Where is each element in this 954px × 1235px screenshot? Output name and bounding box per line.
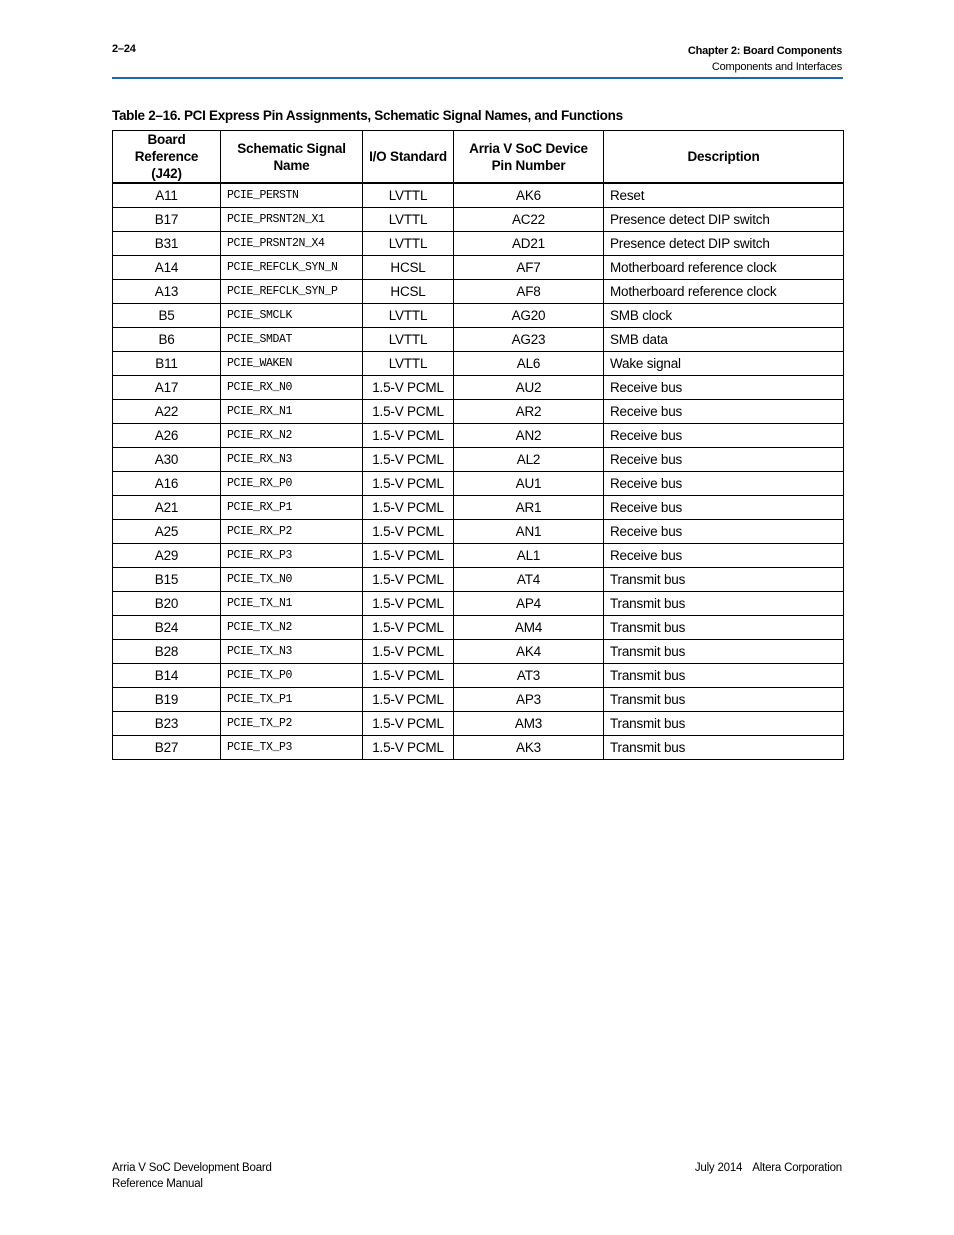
io-standard-cell: 1.5-V PCML <box>363 544 454 568</box>
description-cell: Transmit bus <box>604 688 844 712</box>
table-row <box>113 616 844 640</box>
io-standard-cell: 1.5-V PCML <box>363 400 454 424</box>
column-header-device-pin: Arria V SoC Device Pin Number <box>454 131 604 184</box>
signal-name-cell: PCIE_WAKEN <box>221 352 363 376</box>
signal-name-cell: PCIE_REFCLK_SYN_N <box>221 256 363 280</box>
table-row <box>113 183 844 208</box>
signal-name-cell: PCIE_TX_N1 <box>221 592 363 616</box>
board-reference-cell: B28 <box>113 640 221 664</box>
device-pin-cell: AF7 <box>454 256 604 280</box>
signal-name-cell: PCIE_TX_N2 <box>221 616 363 640</box>
description-cell: Presence detect DIP switch <box>604 232 844 256</box>
table-row <box>113 328 844 352</box>
device-pin-cell: AF8 <box>454 280 604 304</box>
device-pin-cell: AG20 <box>454 304 604 328</box>
signal-name-cell: PCIE_TX_P1 <box>221 688 363 712</box>
description-cell: Receive bus <box>604 520 844 544</box>
description-cell: Transmit bus <box>604 592 844 616</box>
description-cell: Receive bus <box>604 496 844 520</box>
description-cell: Transmit bus <box>604 736 844 760</box>
table-row <box>113 520 844 544</box>
io-standard-cell: 1.5-V PCML <box>363 520 454 544</box>
device-pin-cell: AU1 <box>454 472 604 496</box>
signal-name-cell: PCIE_RX_N0 <box>221 376 363 400</box>
table-row <box>113 208 844 232</box>
signal-name-cell: PCIE_RX_P0 <box>221 472 363 496</box>
board-reference-cell: B5 <box>113 304 221 328</box>
signal-name-cell: PCIE_SMDAT <box>221 328 363 352</box>
signal-name-cell: PCIE_RX_P3 <box>221 544 363 568</box>
signal-name-cell: PCIE_TX_N3 <box>221 640 363 664</box>
board-reference-cell: A16 <box>113 472 221 496</box>
io-standard-cell: LVTTL <box>363 208 454 232</box>
io-standard-cell: 1.5-V PCML <box>363 472 454 496</box>
table-row <box>113 424 844 448</box>
device-pin-cell: AG23 <box>454 328 604 352</box>
io-standard-cell: LVTTL <box>363 304 454 328</box>
table-row <box>113 304 844 328</box>
board-reference-cell: A11 <box>113 183 221 208</box>
device-pin-cell: AN2 <box>454 424 604 448</box>
table-row <box>113 544 844 568</box>
io-standard-cell: 1.5-V PCML <box>363 424 454 448</box>
description-cell: Motherboard reference clock <box>604 280 844 304</box>
device-pin-cell: AK3 <box>454 736 604 760</box>
device-pin-cell: AK4 <box>454 640 604 664</box>
table-row <box>113 376 844 400</box>
signal-name-cell: PCIE_TX_P3 <box>221 736 363 760</box>
description-cell: Receive bus <box>604 472 844 496</box>
board-reference-cell: B20 <box>113 592 221 616</box>
device-pin-cell: AM4 <box>454 616 604 640</box>
board-reference-cell: A26 <box>113 424 221 448</box>
table-row <box>113 688 844 712</box>
io-standard-cell: 1.5-V PCML <box>363 376 454 400</box>
io-standard-cell: HCSL <box>363 256 454 280</box>
device-pin-cell: AN1 <box>454 520 604 544</box>
board-reference-cell: B23 <box>113 712 221 736</box>
signal-name-cell: PCIE_TX_P2 <box>221 712 363 736</box>
description-cell: Transmit bus <box>604 616 844 640</box>
signal-name-cell: PCIE_SMCLK <box>221 304 363 328</box>
section-title: Components and Interfaces <box>711 61 842 73</box>
signal-name-cell: PCIE_TX_P0 <box>221 664 363 688</box>
board-reference-cell: A21 <box>113 496 221 520</box>
signal-name-cell: PCIE_RX_N2 <box>221 424 363 448</box>
io-standard-cell: 1.5-V PCML <box>363 712 454 736</box>
description-cell: SMB data <box>604 328 844 352</box>
device-pin-cell: AL2 <box>454 448 604 472</box>
description-cell: Receive bus <box>604 400 844 424</box>
table-row <box>113 400 844 424</box>
device-pin-cell: AD21 <box>454 232 604 256</box>
device-pin-cell: AL1 <box>454 544 604 568</box>
column-header-io-standard: I/O Standard <box>363 131 454 184</box>
io-standard-cell: LVTTL <box>363 183 454 208</box>
device-pin-cell: AP3 <box>454 688 604 712</box>
signal-name-cell: PCIE_PERSTN <box>221 183 363 208</box>
table-caption: Table 2–16. PCI Express Pin Assignments, Schematic Signal Names, and Functions <box>112 108 623 123</box>
io-standard-cell: 1.5-V PCML <box>363 640 454 664</box>
description-cell: Wake signal <box>604 352 844 376</box>
io-standard-cell: 1.5-V PCML <box>363 568 454 592</box>
device-pin-cell: AR1 <box>454 496 604 520</box>
description-cell: Receive bus <box>604 448 844 472</box>
device-pin-cell: AL6 <box>454 352 604 376</box>
device-pin-cell: AM3 <box>454 712 604 736</box>
board-reference-cell: A17 <box>113 376 221 400</box>
running-header <box>688 43 842 75</box>
table-row <box>113 736 844 760</box>
board-reference-cell: A22 <box>113 400 221 424</box>
signal-name-cell: PCIE_PRSNT2N_X1 <box>221 208 363 232</box>
description-cell: Motherboard reference clock <box>604 256 844 280</box>
board-reference-cell: B15 <box>113 568 221 592</box>
table-row <box>113 232 844 256</box>
device-pin-cell: AP4 <box>454 592 604 616</box>
description-cell: Transmit bus <box>604 664 844 688</box>
pin-assignment-table <box>112 130 844 760</box>
description-cell: Presence detect DIP switch <box>604 208 844 232</box>
description-cell: Receive bus <box>604 424 844 448</box>
board-reference-cell: B6 <box>113 328 221 352</box>
board-reference-cell: A25 <box>113 520 221 544</box>
signal-name-cell: PCIE_RX_N1 <box>221 400 363 424</box>
io-standard-cell: 1.5-V PCML <box>363 592 454 616</box>
table-row <box>113 352 844 376</box>
signal-name-cell: PCIE_PRSNT2N_X4 <box>221 232 363 256</box>
table-row <box>113 472 844 496</box>
description-cell: Transmit bus <box>604 568 844 592</box>
board-reference-cell: A29 <box>113 544 221 568</box>
board-reference-cell: B31 <box>113 232 221 256</box>
device-pin-cell: AU2 <box>454 376 604 400</box>
column-header-board-reference: Board Reference (J42) <box>113 131 221 184</box>
table-row <box>113 592 844 616</box>
device-pin-cell: AT4 <box>454 568 604 592</box>
io-standard-cell: LVTTL <box>363 328 454 352</box>
signal-name-cell: PCIE_RX_N3 <box>221 448 363 472</box>
description-cell: Reset <box>604 183 844 208</box>
table-row <box>113 712 844 736</box>
io-standard-cell: 1.5-V PCML <box>363 616 454 640</box>
footer-date: July 2014 <box>694 1162 743 1174</box>
board-reference-cell: B19 <box>113 688 221 712</box>
signal-name-cell: PCIE_REFCLK_SYN_P <box>221 280 363 304</box>
table-row <box>113 640 844 664</box>
footer-document-info <box>112 1160 272 1192</box>
table-row <box>113 448 844 472</box>
device-pin-cell: AT3 <box>454 664 604 688</box>
board-reference-cell: A30 <box>113 448 221 472</box>
io-standard-cell: HCSL <box>363 280 454 304</box>
description-cell: SMB clock <box>604 304 844 328</box>
description-cell: Transmit bus <box>604 640 844 664</box>
table-row <box>113 256 844 280</box>
description-cell: Transmit bus <box>604 712 844 736</box>
page-number: 2–24 <box>112 43 136 55</box>
signal-name-cell: PCIE_RX_P2 <box>221 520 363 544</box>
device-pin-cell: AR2 <box>454 400 604 424</box>
signal-name-cell: PCIE_TX_N0 <box>221 568 363 592</box>
table-row <box>113 280 844 304</box>
footer-company: Altera Corporation <box>752 1162 842 1174</box>
description-cell: Receive bus <box>604 376 844 400</box>
table-row <box>113 664 844 688</box>
io-standard-cell: LVTTL <box>363 232 454 256</box>
io-standard-cell: 1.5-V PCML <box>363 688 454 712</box>
signal-name-cell: PCIE_RX_P1 <box>221 496 363 520</box>
io-standard-cell: 1.5-V PCML <box>363 496 454 520</box>
chapter-title: Chapter 2: Board Components <box>687 45 842 57</box>
footer-publish-info <box>695 1160 842 1176</box>
io-standard-cell: LVTTL <box>363 352 454 376</box>
io-standard-cell: 1.5-V PCML <box>363 664 454 688</box>
table-row <box>113 568 844 592</box>
table-header-row <box>113 131 844 184</box>
board-reference-cell: A14 <box>113 256 221 280</box>
board-reference-cell: B14 <box>113 664 221 688</box>
board-reference-cell: B24 <box>113 616 221 640</box>
board-reference-cell: B17 <box>113 208 221 232</box>
column-header-description: Description <box>604 131 844 184</box>
table-row <box>113 496 844 520</box>
board-reference-cell: B27 <box>113 736 221 760</box>
footer-doc-title: Arria V SoC Development Board <box>112 1162 272 1174</box>
board-reference-cell: A13 <box>113 280 221 304</box>
footer-doc-subtitle: Reference Manual <box>112 1178 203 1190</box>
column-header-signal-name: Schematic Signal Name <box>221 131 363 184</box>
table-body <box>113 183 844 760</box>
header-rule <box>112 77 843 79</box>
description-cell: Receive bus <box>604 544 844 568</box>
device-pin-cell: AC22 <box>454 208 604 232</box>
device-pin-cell: AK6 <box>454 183 604 208</box>
io-standard-cell: 1.5-V PCML <box>363 736 454 760</box>
io-standard-cell: 1.5-V PCML <box>363 448 454 472</box>
board-reference-cell: B11 <box>113 352 221 376</box>
